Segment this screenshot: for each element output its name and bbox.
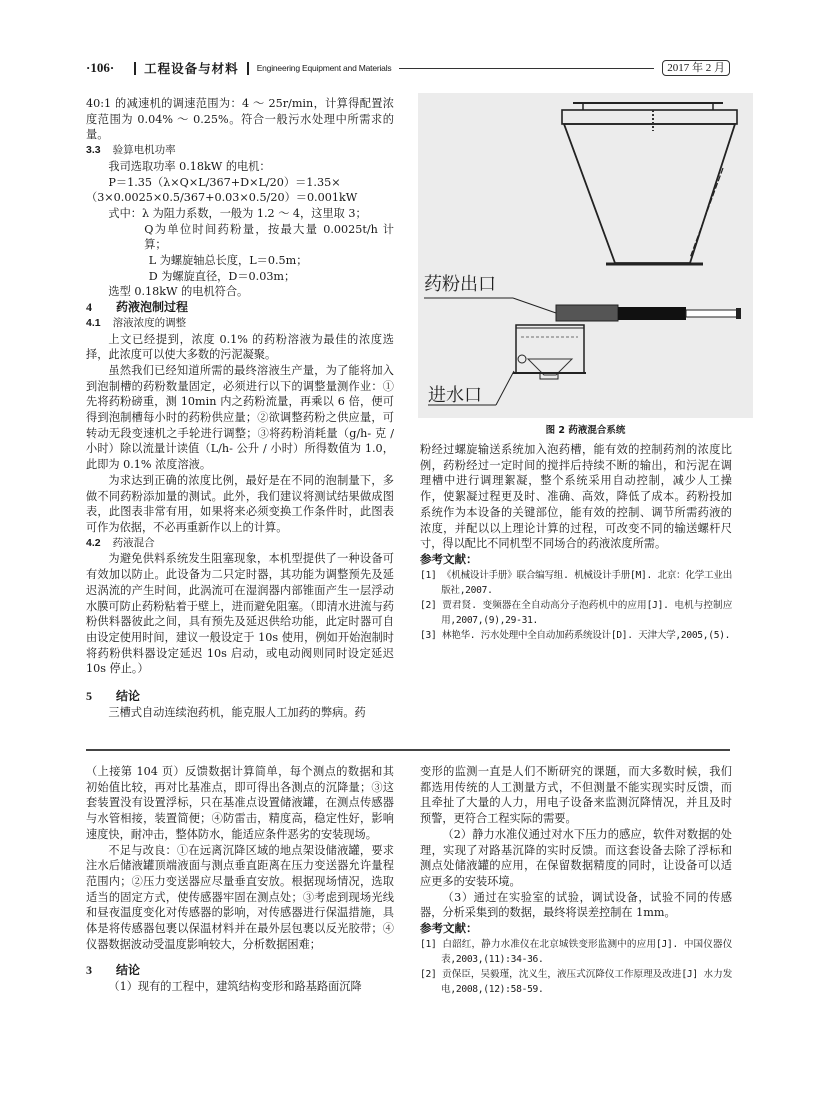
label-powder-outlet: 药粉出口 — [424, 274, 496, 295]
mixing-tank — [516, 325, 584, 373]
figure-2-image — [418, 93, 753, 418]
subsection-heading-3-3 — [86, 143, 394, 159]
subsection-title: 溶液浓度的调整 — [112, 316, 187, 329]
bottom-right-column — [420, 764, 732, 997]
journal-title-en: Engineering Equipment and Materials — [256, 63, 392, 73]
page-number: ·106· — [86, 60, 115, 75]
paragraph: 变形的监测一直是人们不断研究的课题，而大多数时候，我们都选用传统的人工测量方式，不但测量不能实现实时反馈，而且牵扯了大量的人力，用电子设备来监测沉降情况，并且及时预警，更符合工程实际的需要。 — [420, 765, 732, 826]
subsection-number: 4.2 — [86, 536, 101, 549]
hopper-rim — [562, 110, 737, 124]
header-separator — [247, 62, 249, 75]
label-water-inlet: 进水口 — [428, 385, 482, 406]
subsection-title: 验算电机功率 — [112, 144, 176, 157]
paragraph: 40:1 的减速机的调速范围为：4 ～ 25r/min，计算得配置浓度范围为 0.04% ～ 0.25%。符合一般污水处理中所需求的量。 — [86, 97, 394, 142]
section-number: 3 — [86, 963, 92, 978]
top-left-column — [86, 96, 394, 720]
paragraph: 为求达到正确的浓度比例，最好是在不同的泡制量下，多做不同药粉添加量的测试。此外，我们建议将测试结果做成图表，此图表非常有用，如果将来必须变换工作条件时，此图表可作为依据，不必再重新作以上的计算。 — [86, 473, 394, 534]
paragraph: 三槽式自动连续泡药机，能克服人工加药的弊病。药 — [108, 705, 366, 719]
section-title: 结论 — [116, 689, 141, 704]
hopper-body — [564, 124, 735, 263]
water-inlet-port — [518, 355, 526, 363]
formula-line: P＝1.35（λ×Q×L/367+D×L/20）＝1.35× — [108, 175, 341, 189]
top-right-column — [420, 442, 732, 643]
article-divider — [86, 749, 730, 751]
section-heading-3 — [86, 963, 394, 979]
section-number: 5 — [86, 689, 92, 704]
section-title: 结论 — [116, 963, 141, 978]
paragraph: （2）静力水准仪通过对水下压力的感应，软件对数据的处理，实现了对路基沉降的实时反馈。而这套设备去除了浮标和测点处储液罐的应用，在保留数据精度的同时，让设备可以适应更多的安装环境。 — [420, 827, 732, 888]
formula-where: Q为单位时间药粉量，按最大量 0.0025t/h 计算； — [144, 222, 394, 252]
mixing-system-drawing — [418, 93, 753, 418]
formula-line: （3×0.0025×0.5/367+0.03×0.5/20）＝0.001kW — [86, 191, 358, 205]
references-heading: 参考文献： — [420, 921, 478, 936]
leader-line — [496, 371, 514, 405]
running-header — [86, 58, 730, 78]
reference-item: [2] 贾君贤. 变频器在全自动高分子泡药机中的应用[J]. 电机与控制应用,2007,(9),29-31. — [420, 599, 732, 626]
formula-where: D 为螺旋直径，D＝0.03m； — [148, 269, 296, 283]
section-number: 4 — [86, 300, 92, 315]
paragraph: 我司选取功率 0.18kW 的电机： — [108, 159, 271, 173]
section-heading-4 — [86, 300, 394, 316]
section-heading-5 — [86, 689, 394, 705]
subsection-heading-4-1 — [86, 316, 394, 332]
figure-caption: 图 2 药液混合系统 — [545, 425, 626, 436]
paragraph: 粉经过螺旋输送系统加入泡药槽，能有效的控制药剂的浓度比例，药粉经过一定时间的搅拌后持续不断的输出，和污泥在调理槽中进行调理絮凝，整个系统采用自动控制，减少人工操作，使絮凝过程更及时、准确、高效，降低了成本。药粉投加系统作为本设备的关键部位，能有效的控制、调节所需药液的浓度，并配以以上理论计算的过程，可改变不同的输送螺杆尺寸，得以配比不同机型不同场合的药液浓度所需。 — [420, 443, 732, 551]
paragraph: 为避免供料系统发生阻塞现象，本机型提供了一种设备可有效加以防止。此设备为二只定时器，其功能为调整预先及延迟涡流的产生时间，此涡流可在湿润器内部锥面产生一层浮动水膜可防止药粉粘着于壁上，进而避免阻塞。（即清水进流与药粉供料器彼此之间，具有预先及延迟供给功能，此定时器可自由设定使用时间，建议一般设定于 10s 使用，例如开始泡制时将药粉供料器设定延迟 10s 启动，或电动阀则同时设定延迟 10s 停止。） — [86, 552, 394, 676]
section-title: 药液泡制过程 — [116, 300, 189, 315]
issue-date: 2017 年 2 月 — [662, 60, 730, 76]
shaft-end — [736, 308, 741, 319]
screw-housing — [556, 305, 618, 321]
subsection-number: 3.3 — [86, 144, 101, 157]
subsection-heading-4-2 — [86, 536, 394, 552]
paragraph: （1）现有的工程中，建筑结构变形和路基路面沉降 — [108, 980, 362, 994]
reference-item: [2] 贡保臣，吴毅瑾，沈义生，液压式沉降仪工作原理及改进[J] 水力发电,2008,(12):58-59. — [420, 968, 732, 995]
header-separator — [134, 62, 136, 75]
paragraph: （上接第 104 页）反馈数据计算简单，每个测点的数据和其初始值比较，再对比基准点，即可得出各测点的沉降量；③这套装置没有设置浮标，只在基准点设置储液罐，在测点传感器与水管相接，装置简便；④防雷击，精度高，稳定性好，影响速度快，耐冲击，整体防水，能适应条件恶劣的安装现场。 — [86, 765, 394, 841]
reference-item: [3] 林艳华. 污水处理中全自动加药系统设计[D]. 天津大学,2005,(5). — [420, 629, 731, 641]
paragraph: 虽然我们已经知道所需的最终溶液生产量，为了能将加入到泡制槽的药粉数量固定，必须进行以下的调整量测作业：①先将药粉磅重，测 10min 内之药粉流量，再乘以 6 倍，便可得到泡制槽每小时的药粉供应量；②欲调整药粉之供应量，可转动无段变速机之手轮进行调整；③将药粉消耗量（g/h- 克 / 小时）除以流量计读值（L/h- 公升 / 小时）所得数值为 1.0，此即为 0.1% 浓度溶液。 — [86, 363, 394, 472]
formula-where: 式中：λ 为阻力系数，一般为 1.2 ～ 4，这里取 3； — [108, 206, 367, 220]
subsection-title: 药液混合 — [112, 536, 155, 549]
references-heading: 参考文献： — [420, 551, 478, 566]
header-rule — [399, 68, 654, 69]
journal-title-cn: 工程设备与材料 — [144, 61, 239, 76]
screw-motor — [618, 307, 686, 320]
formula-where: L 为螺旋轴总长度，L＝0.5m； — [148, 254, 308, 268]
subsection-number: 4.1 — [86, 316, 101, 329]
paragraph: 选型 0.18kW 的电机符合。 — [108, 285, 249, 299]
leader-line — [513, 298, 556, 313]
bottom-left-column — [86, 764, 394, 995]
paragraph: 不足与改良：①在远离沉降区域的地点架设储液罐，要求注水后储液罐顶端液面与测点垂直距离在压力变送器允许量程范围内；②压力变送器应尽量垂直安放。根据现场情况，选取适当的固定方式，使传感器牢固在测点处；③考虑到现场光线和昼夜温度变化对传感器的影响，对传感器进行保温措施，具体是将传感器包裹以保温材料并在最外层包裹以反光胶带；④仪器数据波动受温度影响较大，分析数据困难； — [86, 843, 394, 951]
reference-item: [1] 白韶红，静力水准仪在北京城铁变形监测中的应用[J]. 中国仪器仪表,2003,(11):34-36. — [420, 938, 732, 965]
paragraph: （3）通过在实验室的试验，调试设备，试验不同的传感器，分析采集到的数据，最终将误差控制在 1mm。 — [420, 890, 732, 920]
screw-shaft — [686, 310, 738, 317]
paragraph: 上文已经提到，浓度 0.1% 的药粉溶液为最佳的浓度选择，此浓度可以使大多数的污泥凝聚。 — [86, 332, 394, 362]
reference-item: [1] 《机械设计手册》联合编写组. 机械设计手册[M]. 北京：化学工业出版社,2007. — [420, 569, 732, 596]
